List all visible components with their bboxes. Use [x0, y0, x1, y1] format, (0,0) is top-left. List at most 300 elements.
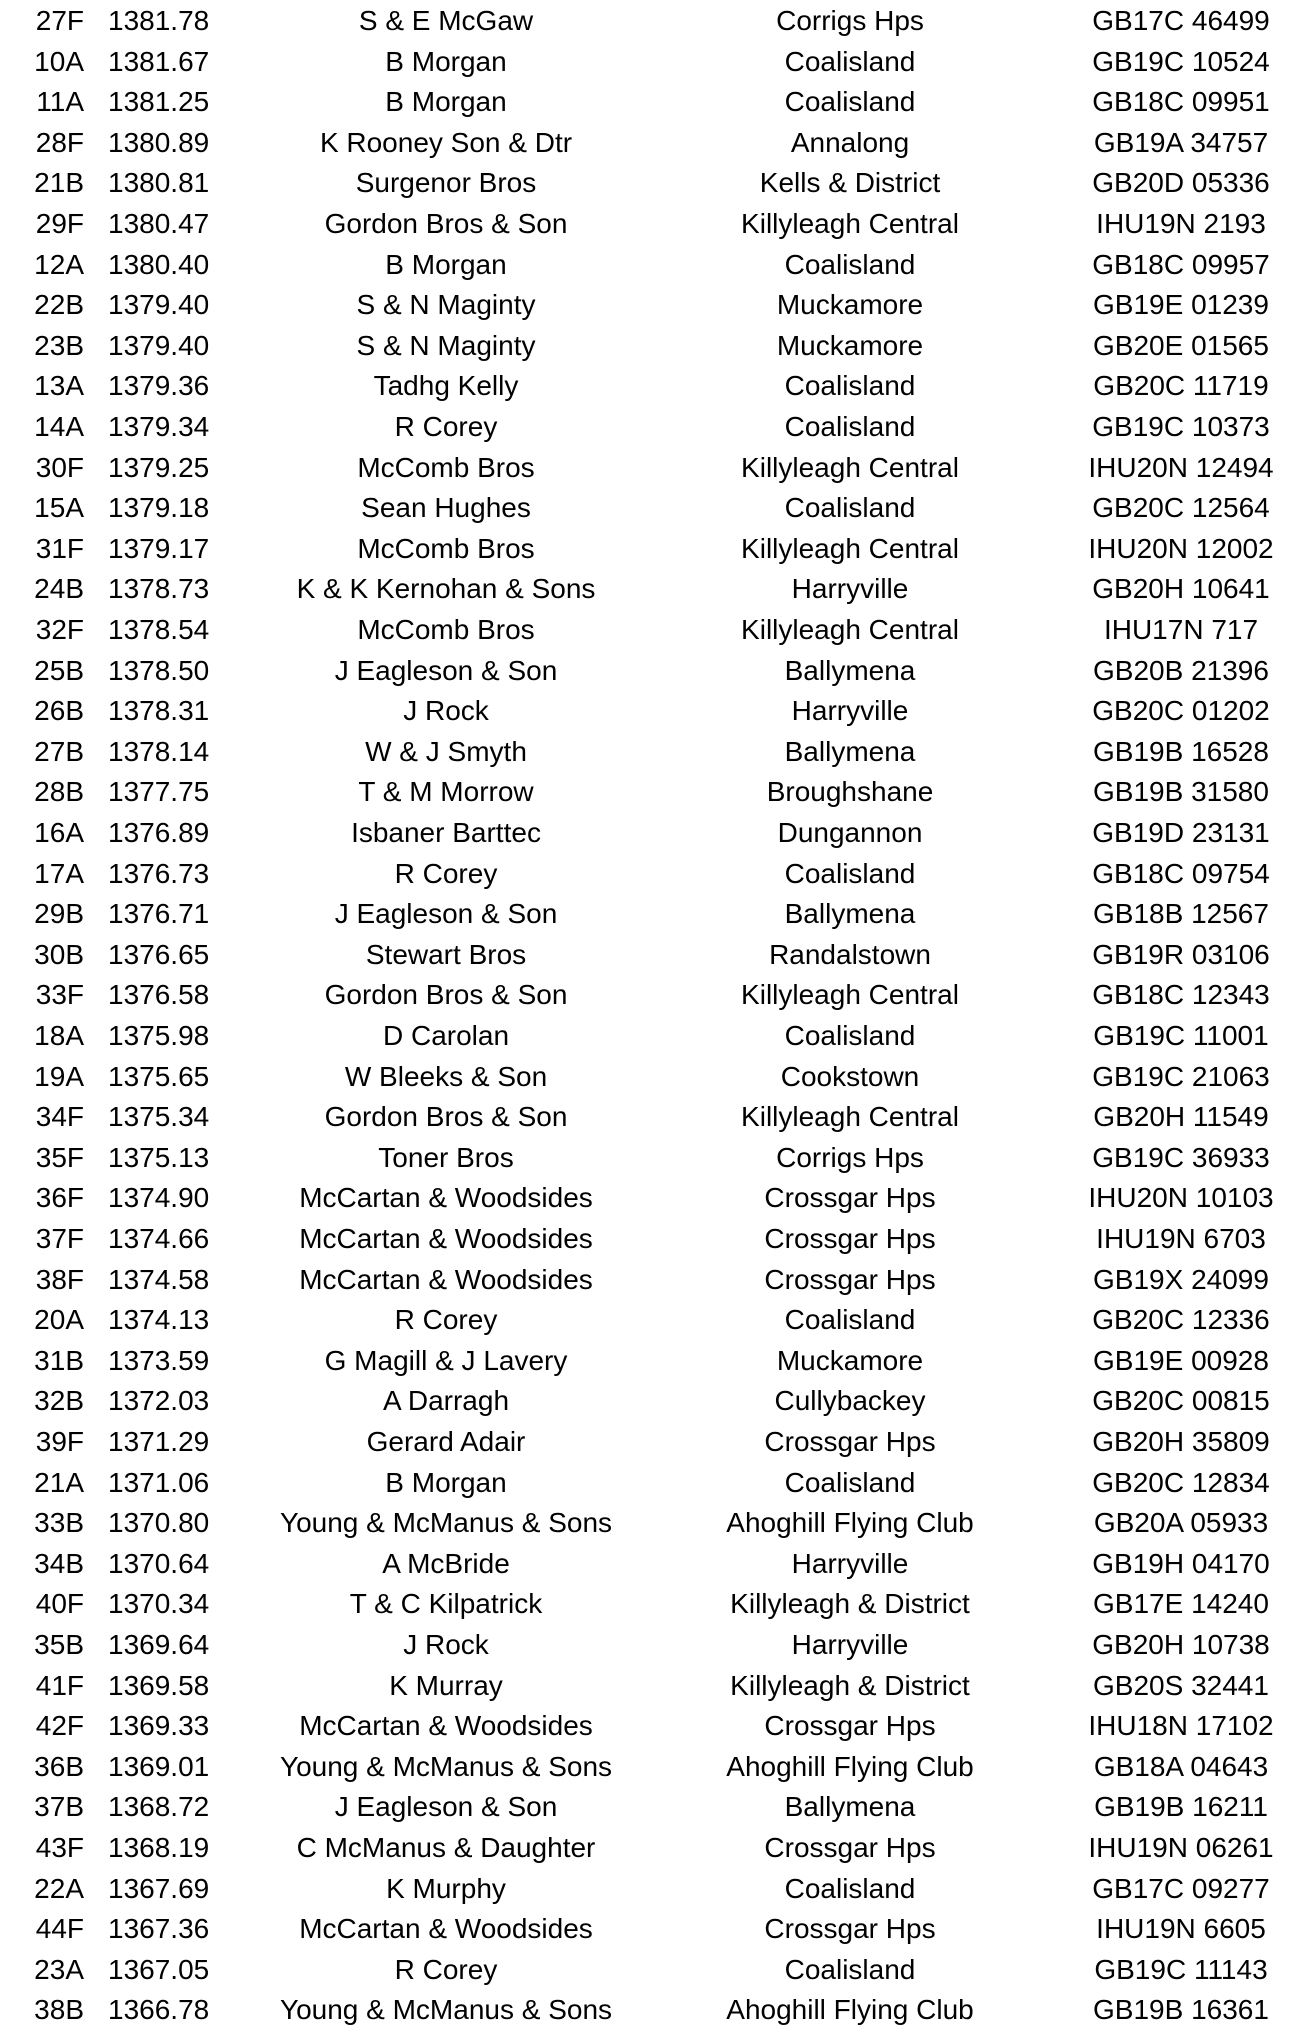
position-cell: 31B	[34, 1344, 84, 1376]
ring-number-cell: GB17E 14240	[1093, 1588, 1269, 1620]
position-cell: 37F	[35, 1223, 84, 1254]
ring-number-cell: GB20E 01565	[1093, 329, 1269, 361]
club-cell: Coalisland	[784, 1466, 916, 1498]
ring-number-cell: GB19B 16211	[1094, 1791, 1268, 1823]
position-cell: 33B	[34, 1507, 84, 1539]
table-row	[0, 42, 1301, 82]
position-cell: 23B	[34, 329, 84, 361]
velocity-cell: 1376.58	[108, 979, 210, 1011]
velocity-cell: 1372.03	[108, 1385, 210, 1417]
ring-number-cell: GB19B 16528	[1093, 735, 1269, 767]
position-cell: 21B	[34, 167, 84, 199]
velocity-cell: 1366.78	[108, 1994, 210, 2026]
fancier-name-cell: A McBride	[382, 1547, 510, 1579]
club-cell: Kells & District	[759, 167, 941, 199]
table-row	[0, 1016, 1301, 1056]
club-cell: Cullybackey	[774, 1385, 926, 1417]
ring-number-cell: GB19C 21063	[1092, 1060, 1270, 1092]
velocity-cell: 1370.34	[108, 1588, 210, 1620]
ring-number-cell: GB19E 01239	[1093, 289, 1269, 321]
position-cell: 33F	[35, 979, 84, 1011]
velocity-cell: 1369.01	[108, 1750, 210, 1782]
ring-number-cell: IHU19N 6703	[1096, 1223, 1266, 1254]
fancier-name-cell: C McManus & Daughter	[296, 1832, 596, 1863]
table-row	[0, 975, 1301, 1015]
velocity-cell: 1375.34	[108, 1101, 210, 1133]
club-cell: Killyleagh Central	[741, 208, 959, 239]
ring-number-cell: GB19C 11001	[1093, 1020, 1269, 1051]
velocity-cell: 1367.69	[108, 1872, 210, 1904]
velocity-cell: 1374.58	[108, 1263, 210, 1295]
position-cell: 28F	[35, 126, 84, 158]
table-row	[0, 1381, 1301, 1421]
table-row	[0, 935, 1301, 975]
table-row	[0, 894, 1301, 934]
velocity-cell: 1379.40	[108, 289, 210, 321]
table-row	[0, 1138, 1301, 1178]
ring-number-cell: GB20H 35809	[1092, 1426, 1270, 1457]
table-row	[0, 1747, 1301, 1787]
ring-number-cell: GB19E 00928	[1093, 1344, 1269, 1376]
table-row	[0, 1341, 1301, 1381]
fancier-name-cell: T & M Morrow	[358, 776, 534, 808]
table-row	[0, 285, 1301, 325]
velocity-cell: 1369.58	[108, 1669, 210, 1701]
club-cell: Harryville	[791, 695, 909, 727]
ring-number-cell: GB20H 10738	[1092, 1629, 1270, 1660]
table-row	[0, 813, 1301, 853]
fancier-name-cell: McCartan & Woodsides	[299, 1223, 593, 1254]
position-cell: 27B	[34, 735, 84, 767]
position-cell: 43F	[35, 1832, 84, 1863]
table-row	[0, 1544, 1301, 1584]
ring-number-cell: GB19C 11143	[1094, 1953, 1268, 1985]
position-cell: 10A	[34, 45, 84, 77]
table-row	[0, 1666, 1301, 1706]
ring-number-cell: IHU19N 6605	[1096, 1913, 1266, 1945]
club-cell: Coalisland	[784, 370, 916, 402]
ring-number-cell: GB19A 34757	[1093, 126, 1269, 158]
velocity-cell: 1379.40	[108, 329, 210, 361]
velocity-cell: 1375.13	[108, 1141, 210, 1173]
velocity-cell: 1377.75	[108, 776, 210, 808]
table-row	[0, 772, 1301, 812]
fancier-name-cell: Sean Hughes	[361, 492, 531, 524]
velocity-cell: 1381.67	[108, 45, 210, 77]
fancier-name-cell: McCartan & Woodsides	[299, 1263, 593, 1295]
club-cell: Muckamore	[776, 329, 924, 361]
position-cell: 36F	[35, 1182, 84, 1214]
position-cell: 21A	[34, 1466, 84, 1498]
table-row	[0, 1503, 1301, 1543]
fancier-name-cell: B Morgan	[385, 86, 507, 118]
table-row	[0, 1828, 1301, 1868]
fancier-name-cell: S & N Maginty	[356, 289, 536, 321]
table-row	[0, 1178, 1301, 1218]
fancier-name-cell: J Eagleson & Son	[334, 898, 558, 930]
position-cell: 14A	[34, 411, 84, 442]
velocity-cell: 1367.36	[108, 1913, 210, 1945]
table-row	[0, 1584, 1301, 1624]
ring-number-cell: IHU17N 717	[1103, 614, 1259, 645]
fancier-name-cell: McComb Bros	[357, 451, 535, 483]
club-cell: Ballymena	[784, 898, 916, 930]
position-cell: 20A	[34, 1304, 84, 1336]
fancier-name-cell: D Carolan	[382, 1020, 510, 1051]
fancier-name-cell: J Eagleson & Son	[334, 654, 558, 686]
club-cell: Coalisland	[784, 1020, 916, 1051]
ring-number-cell: GB19X 24099	[1093, 1263, 1269, 1295]
position-cell: 38B	[34, 1994, 84, 2026]
ring-number-cell: IHU19N 06261	[1088, 1832, 1274, 1863]
fancier-name-cell: R Corey	[394, 1953, 498, 1985]
fancier-name-cell: K & K Kernohan & Sons	[296, 573, 596, 605]
fancier-name-cell: J Eagleson & Son	[334, 1791, 558, 1823]
position-cell: 23A	[34, 1953, 84, 1985]
velocity-cell: 1380.47	[108, 208, 210, 239]
velocity-cell: 1378.50	[108, 654, 210, 686]
club-cell: Crossgar Hps	[764, 1710, 936, 1742]
ring-number-cell: GB18C 09754	[1092, 857, 1270, 889]
table-row	[0, 448, 1301, 488]
club-cell: Corrigs Hps	[776, 5, 924, 36]
fancier-name-cell: Gordon Bros & Son	[324, 1101, 568, 1133]
fancier-name-cell: J Rock	[403, 695, 489, 727]
table-row	[0, 569, 1301, 609]
table-row	[0, 610, 1301, 650]
table-row	[0, 204, 1301, 244]
fancier-name-cell: Gordon Bros & Son	[324, 208, 568, 239]
table-row	[0, 732, 1301, 772]
club-cell: Ballymena	[784, 735, 916, 767]
ring-number-cell: GB18C 12343	[1092, 979, 1270, 1011]
fancier-name-cell: McCartan & Woodsides	[299, 1710, 593, 1742]
position-cell: 32B	[34, 1385, 84, 1417]
ring-number-cell: GB20S 32441	[1093, 1669, 1269, 1701]
velocity-cell: 1378.31	[108, 695, 210, 727]
club-cell: Ballymena	[784, 1791, 916, 1823]
fancier-name-cell: B Morgan	[385, 248, 507, 280]
velocity-cell: 1369.33	[108, 1710, 210, 1742]
club-cell: Killyleagh Central	[741, 614, 959, 645]
table-row	[0, 163, 1301, 203]
ring-number-cell: GB18C 09951	[1092, 86, 1270, 118]
ring-number-cell: IHU18N 17102	[1088, 1710, 1274, 1742]
club-cell: Cookstown	[780, 1060, 920, 1092]
fancier-name-cell: W & J Smyth	[365, 735, 527, 767]
club-cell: Muckamore	[776, 1344, 924, 1376]
fancier-name-cell: K Rooney Son & Dtr	[319, 126, 573, 158]
club-cell: Crossgar Hps	[764, 1263, 936, 1295]
ring-number-cell: GB18C 09957	[1092, 248, 1270, 280]
velocity-cell: 1376.65	[108, 938, 210, 970]
fancier-name-cell: Young & McManus & Sons	[279, 1750, 613, 1782]
ring-number-cell: GB20D 05336	[1092, 167, 1270, 199]
club-cell: Dungannon	[777, 817, 923, 848]
table-row	[0, 1300, 1301, 1340]
velocity-cell: 1379.17	[108, 532, 210, 564]
fancier-name-cell: R Corey	[394, 1304, 498, 1336]
position-cell: 42F	[35, 1710, 84, 1742]
club-cell: Broughshane	[766, 776, 934, 808]
velocity-cell: 1379.34	[108, 411, 210, 442]
velocity-cell: 1380.81	[108, 167, 210, 199]
table-row	[0, 1, 1301, 41]
club-cell: Killyleagh & District	[730, 1588, 970, 1620]
position-cell: 35F	[35, 1141, 84, 1173]
table-row	[0, 82, 1301, 122]
table-row	[0, 1909, 1301, 1949]
ring-number-cell: GB20A 05933	[1093, 1507, 1269, 1539]
position-cell: 44F	[35, 1913, 84, 1945]
table-row	[0, 1260, 1301, 1300]
position-cell: 16A	[34, 817, 84, 848]
position-cell: 29B	[34, 898, 84, 930]
position-cell: 29F	[35, 208, 84, 239]
table-row	[0, 1219, 1301, 1259]
fancier-name-cell: R Corey	[394, 857, 498, 889]
club-cell: Corrigs Hps	[776, 1141, 924, 1173]
fancier-name-cell: Tadhg Kelly	[373, 370, 519, 402]
ring-number-cell: IHU20N 10103	[1088, 1182, 1274, 1214]
table-row	[0, 854, 1301, 894]
fancier-name-cell: G Magill & J Lavery	[324, 1344, 568, 1376]
ring-number-cell: GB17C 09277	[1092, 1872, 1270, 1904]
fancier-name-cell: B Morgan	[385, 45, 507, 77]
position-cell: 25B	[34, 654, 84, 686]
ring-number-cell: GB19C 10524	[1092, 45, 1270, 77]
fancier-name-cell: Surgenor Bros	[355, 167, 537, 199]
table-row	[0, 1990, 1301, 2030]
position-cell: 11A	[36, 86, 84, 118]
position-cell: 36B	[34, 1750, 84, 1782]
position-cell: 18A	[34, 1020, 84, 1051]
club-cell: Crossgar Hps	[764, 1182, 936, 1214]
fancier-name-cell: Gordon Bros & Son	[324, 979, 568, 1011]
club-cell: Muckamore	[776, 289, 924, 321]
club-cell: Crossgar Hps	[764, 1426, 936, 1457]
fancier-name-cell: R Corey	[394, 411, 498, 442]
fancier-name-cell: J Rock	[403, 1629, 489, 1660]
table-row	[0, 1706, 1301, 1746]
ring-number-cell: GB19C 36933	[1092, 1141, 1270, 1173]
position-cell: 34B	[34, 1547, 84, 1579]
position-cell: 26B	[34, 695, 84, 727]
fancier-name-cell: Toner Bros	[378, 1141, 514, 1173]
ring-number-cell: GB20C 01202	[1092, 695, 1270, 727]
club-cell: Harryville	[791, 1629, 909, 1660]
fancier-name-cell: K Murray	[389, 1669, 503, 1701]
velocity-cell: 1378.73	[108, 573, 210, 605]
velocity-cell: 1379.36	[108, 370, 210, 402]
velocity-cell: 1375.65	[108, 1060, 210, 1092]
table-row	[0, 651, 1301, 691]
velocity-cell: 1379.18	[108, 492, 210, 524]
table-row	[0, 1422, 1301, 1462]
fancier-name-cell: Young & McManus & Sons	[279, 1507, 613, 1539]
table-row	[0, 1057, 1301, 1097]
velocity-cell: 1381.78	[108, 5, 210, 36]
club-cell: Coalisland	[784, 86, 916, 118]
velocity-cell: 1374.90	[108, 1182, 210, 1214]
position-cell: 37B	[34, 1791, 84, 1823]
club-cell: Coalisland	[784, 1953, 916, 1985]
position-cell: 19A	[34, 1060, 84, 1092]
club-cell: Crossgar Hps	[764, 1913, 936, 1945]
velocity-cell: 1367.05	[108, 1953, 210, 1985]
table-row	[0, 407, 1301, 447]
position-cell: 17A	[34, 857, 84, 889]
fancier-name-cell: S & N Maginty	[356, 329, 536, 361]
velocity-cell: 1376.71	[108, 898, 210, 930]
fancier-name-cell: McCartan & Woodsides	[299, 1913, 593, 1945]
position-cell: 27F	[35, 5, 84, 36]
club-cell: Killyleagh Central	[741, 451, 959, 483]
position-cell: 38F	[35, 1263, 84, 1295]
ring-number-cell: GB20H 11549	[1093, 1101, 1269, 1133]
position-cell: 22B	[34, 289, 84, 321]
ring-number-cell: GB17C 46499	[1092, 5, 1270, 36]
club-cell: Coalisland	[784, 248, 916, 280]
velocity-cell: 1379.25	[108, 451, 210, 483]
club-cell: Harryville	[791, 573, 909, 605]
fancier-name-cell: Stewart Bros	[365, 938, 527, 970]
ring-number-cell: GB20C 12834	[1092, 1466, 1270, 1498]
ring-number-cell: GB18A 04643	[1093, 1750, 1269, 1782]
club-cell: Annalong	[790, 126, 910, 158]
club-cell: Killyleagh Central	[741, 979, 959, 1011]
velocity-cell: 1369.64	[108, 1629, 210, 1660]
position-cell: 12A	[34, 248, 84, 280]
velocity-cell: 1368.72	[108, 1791, 210, 1823]
club-cell: Ahoghill Flying Club	[726, 1994, 974, 2026]
velocity-cell: 1381.25	[108, 86, 210, 118]
position-cell: 13A	[34, 370, 84, 402]
fancier-name-cell: McComb Bros	[357, 532, 535, 564]
position-cell: 28B	[34, 776, 84, 808]
fancier-name-cell: B Morgan	[385, 1466, 507, 1498]
velocity-cell: 1374.13	[108, 1304, 210, 1336]
velocity-cell: 1371.06	[108, 1466, 210, 1498]
club-cell: Coalisland	[784, 411, 916, 442]
position-cell: 34F	[35, 1101, 84, 1133]
club-cell: Killyleagh Central	[741, 532, 959, 564]
ring-number-cell: GB19B 16361	[1093, 1994, 1269, 2026]
position-cell: 41F	[35, 1669, 84, 1701]
position-cell: 24B	[34, 573, 84, 605]
ring-number-cell: GB19H 04170	[1092, 1547, 1270, 1579]
table-row	[0, 1950, 1301, 1990]
table-row	[0, 326, 1301, 366]
club-cell: Ahoghill Flying Club	[726, 1507, 974, 1539]
velocity-cell: 1378.14	[108, 735, 210, 767]
ring-number-cell: IHU20N 12494	[1088, 451, 1274, 483]
fancier-name-cell: S & E McGaw	[358, 5, 534, 36]
ring-number-cell: GB20H 10641	[1092, 573, 1270, 605]
ring-number-cell: IHU19N 2193	[1096, 208, 1266, 239]
club-cell: Coalisland	[784, 857, 916, 889]
ring-number-cell: GB19R 03106	[1092, 938, 1270, 970]
club-cell: Ahoghill Flying Club	[726, 1750, 974, 1782]
fancier-name-cell: McComb Bros	[357, 614, 535, 645]
fancier-name-cell: A Darragh	[382, 1385, 510, 1417]
club-cell: Ballymena	[784, 654, 916, 686]
club-cell: Randalstown	[769, 938, 931, 970]
position-cell: 31F	[35, 532, 84, 564]
velocity-cell: 1370.80	[108, 1507, 210, 1539]
table-row	[0, 529, 1301, 569]
position-cell: 32F	[35, 614, 84, 645]
ring-number-cell: GB19C 10373	[1092, 411, 1270, 442]
club-cell: Coalisland	[784, 492, 916, 524]
ring-number-cell: IHU20N 12002	[1088, 532, 1274, 564]
position-cell: 39F	[35, 1426, 84, 1457]
ring-number-cell: GB18B 12567	[1093, 898, 1269, 930]
fancier-name-cell: Gerard Adair	[366, 1426, 526, 1457]
velocity-cell: 1373.59	[108, 1344, 210, 1376]
table-row	[0, 366, 1301, 406]
club-cell: Coalisland	[784, 45, 916, 77]
velocity-cell: 1371.29	[108, 1426, 210, 1457]
club-cell: Coalisland	[784, 1872, 916, 1904]
table-row	[0, 1463, 1301, 1503]
table-row	[0, 488, 1301, 528]
table-row	[0, 1869, 1301, 1909]
table-row	[0, 1787, 1301, 1827]
velocity-cell: 1376.73	[108, 857, 210, 889]
ring-number-cell: GB20C 12564	[1092, 492, 1270, 524]
ring-number-cell: GB20C 11719	[1093, 370, 1269, 402]
velocity-cell: 1376.89	[108, 817, 210, 848]
table-row	[0, 123, 1301, 163]
ring-number-cell: GB20B 21396	[1093, 654, 1269, 686]
velocity-cell: 1375.98	[108, 1020, 210, 1051]
position-cell: 15A	[34, 492, 84, 524]
position-cell: 30F	[35, 451, 84, 483]
velocity-cell: 1374.66	[108, 1223, 210, 1254]
velocity-cell: 1380.40	[108, 248, 210, 280]
ring-number-cell: GB19D 23131	[1092, 817, 1270, 848]
club-cell: Crossgar Hps	[764, 1832, 936, 1863]
velocity-cell: 1378.54	[108, 614, 210, 645]
club-cell: Killyleagh Central	[741, 1101, 959, 1133]
club-cell: Harryville	[791, 1547, 909, 1579]
fancier-name-cell: K Murphy	[386, 1872, 506, 1904]
fancier-name-cell: W Bleeks & Son	[344, 1060, 548, 1092]
table-row	[0, 245, 1301, 285]
position-cell: 35B	[34, 1629, 84, 1660]
fancier-name-cell: Isbaner Barttec	[351, 817, 541, 848]
velocity-cell: 1380.89	[108, 126, 210, 158]
ring-number-cell: GB19B 31580	[1093, 776, 1269, 808]
fancier-name-cell: Young & McManus & Sons	[279, 1994, 613, 2026]
position-cell: 30B	[34, 938, 84, 970]
club-cell: Killyleagh & District	[730, 1669, 970, 1701]
fancier-name-cell: McCartan & Woodsides	[299, 1182, 593, 1214]
table-row	[0, 1625, 1301, 1665]
club-cell: Crossgar Hps	[764, 1223, 936, 1254]
table-row	[0, 1097, 1301, 1137]
position-cell: 22A	[34, 1872, 84, 1904]
ring-number-cell: GB20C 12336	[1092, 1304, 1270, 1336]
velocity-cell: 1368.19	[108, 1832, 210, 1863]
club-cell: Coalisland	[784, 1304, 916, 1336]
ring-number-cell: GB20C 00815	[1092, 1385, 1270, 1417]
fancier-name-cell: T & C Kilpatrick	[349, 1588, 543, 1620]
table-row	[0, 691, 1301, 731]
position-cell: 40F	[35, 1588, 84, 1620]
velocity-cell: 1370.64	[108, 1547, 210, 1579]
